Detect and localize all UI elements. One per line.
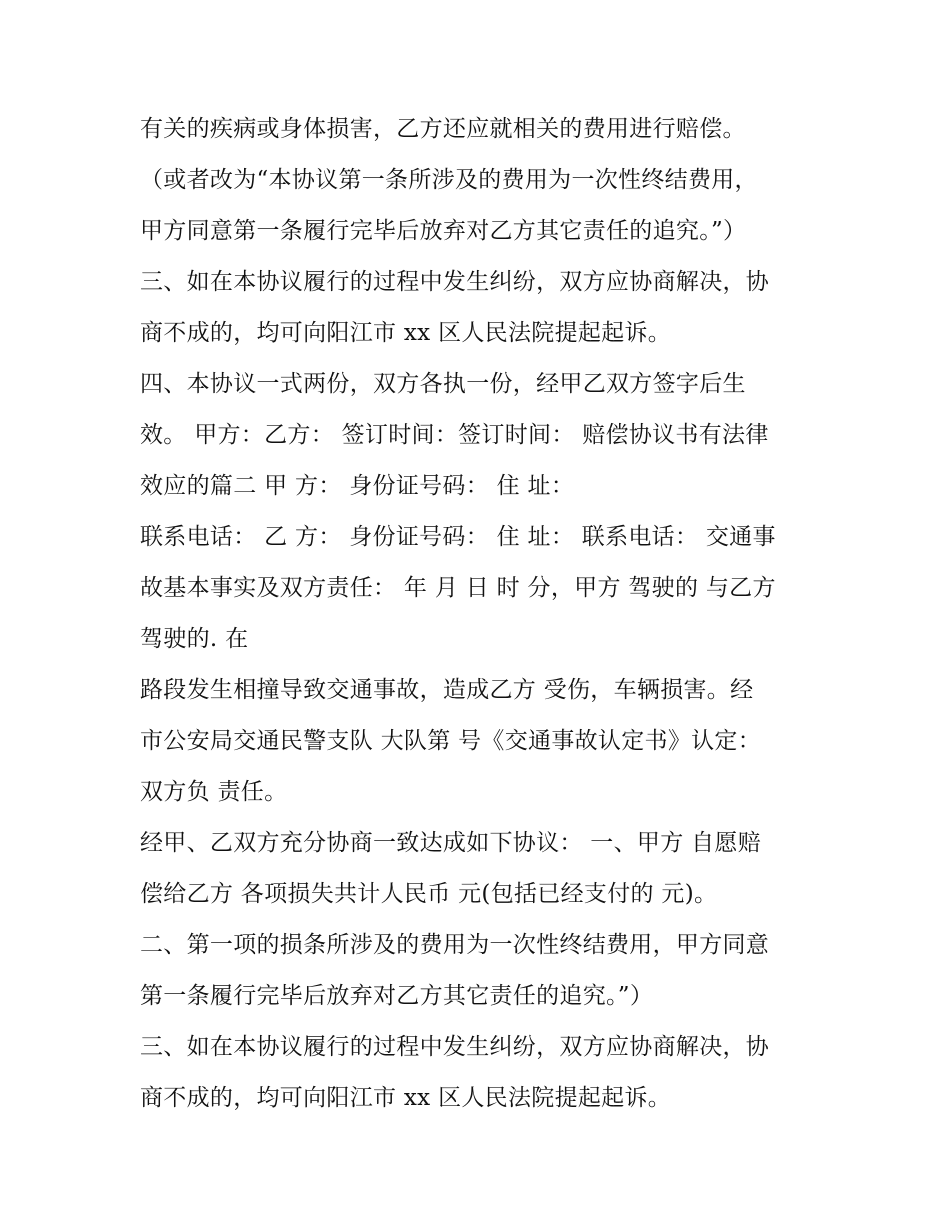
text-line: 偿给乙方 各项损失共计人民币 元(包括已经支付的 元)。 bbox=[140, 881, 718, 907]
text-line: 驾驶的. 在 bbox=[140, 626, 249, 652]
text-line: 经甲、乙双方充分协商一致达成如下协议： 一、甲方 自愿赔 bbox=[140, 830, 762, 856]
text-line: 联系电话： 乙 方： 身份证号码： 住 址： 联系电话： 交通事 bbox=[140, 524, 776, 550]
text-line: 第一条履行完毕后放弃对乙方其它责任的追究。”） bbox=[140, 983, 654, 1009]
text-line: 商不成的，均可向阳江市 xx 区人民法院提起起诉。 bbox=[140, 1085, 672, 1111]
text-line: 市公安局交通民警支队 大队第 号《交通事故认定书》认定： bbox=[140, 728, 762, 754]
text-line: 甲方同意第一条履行完毕后放弃对乙方其它责任的追究。”） bbox=[140, 218, 747, 244]
text-line: 故基本事实及双方责任： 年 月 日 时 分，甲方 驾驶的 与乙方 bbox=[140, 575, 776, 601]
text-line: 效应的篇二 甲 方： 身份证号码： 住 址： bbox=[140, 473, 575, 499]
text-line: 四、本协议一式两份，双方各执一份，经甲乙双方签字后生 bbox=[140, 371, 746, 397]
text-line: 路段发生相撞导致交通事故，造成乙方 受伤，车辆损害。经 bbox=[140, 677, 754, 703]
text-line: 商不成的，均可向阳江市 xx 区人民法院提起起诉。 bbox=[140, 320, 672, 346]
text-line: 三、如在本协议履行的过程中发生纠纷，双方应协商解决，协 bbox=[140, 1034, 770, 1060]
text-line: 二、第一项的损条所涉及的费用为一次性终结费用，甲方同意 bbox=[140, 932, 770, 958]
text-line: （或者改为“本协议第一条所涉及的费用为一次性终结费用， bbox=[140, 167, 758, 193]
text-line: 双方负 责任。 bbox=[140, 779, 288, 805]
document-body bbox=[140, 104, 820, 1124]
text-line: 效。 甲方：乙方： 签订时间：签订时间： 赔偿协议书有法律 bbox=[140, 422, 769, 448]
text-line: 三、如在本协议履行的过程中发生纠纷，双方应协商解决，协 bbox=[140, 269, 770, 295]
text-line: 有关的疾病或身体损害，乙方还应就相关的费用进行赔偿。 bbox=[140, 116, 746, 142]
